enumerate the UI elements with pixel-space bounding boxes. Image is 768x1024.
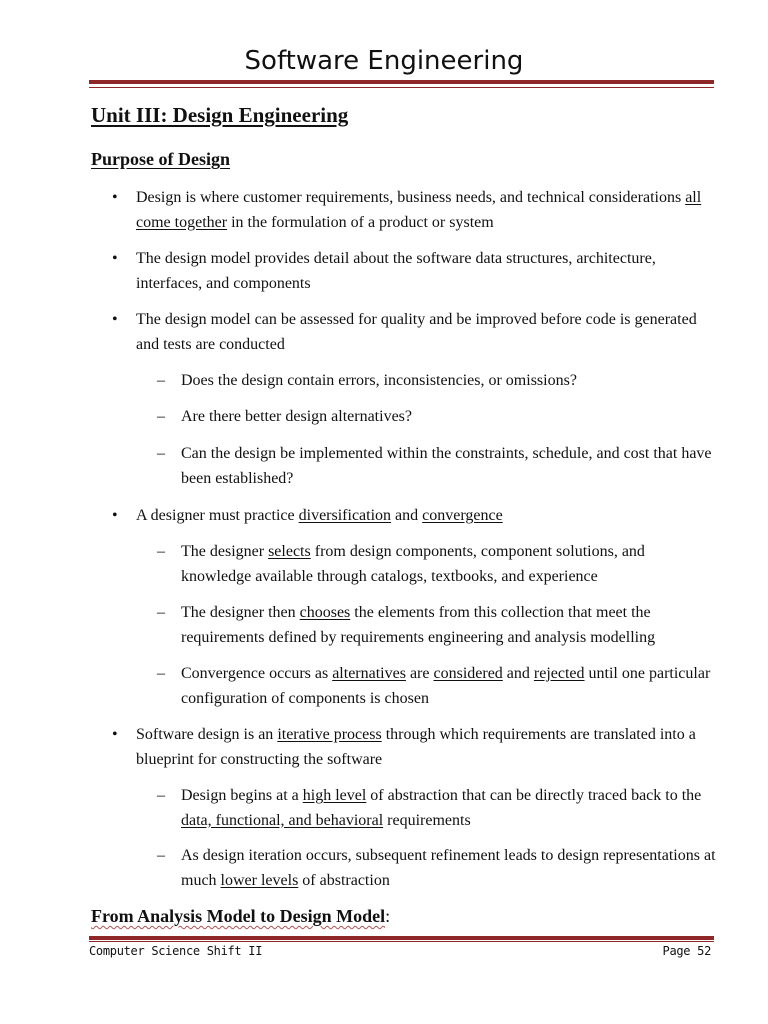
sub-list-item bbox=[181, 601, 716, 650]
text-run: in the formulation of a product or system bbox=[227, 213, 494, 231]
dash-marker: – bbox=[157, 445, 165, 462]
header-rule-thick bbox=[89, 80, 714, 84]
list-item bbox=[136, 186, 716, 235]
sub-list-item bbox=[181, 662, 716, 711]
page-number: Page 52 bbox=[662, 944, 711, 958]
dash-marker: – bbox=[157, 372, 165, 389]
list-item: The design model can be assessed for quality and be improved before code is generated and tests are conducted bbox=[136, 311, 697, 353]
bullet-marker: • bbox=[112, 311, 118, 328]
sub-list-item bbox=[181, 540, 716, 589]
list-item bbox=[136, 504, 716, 529]
underlined-text: high level bbox=[302, 787, 367, 804]
footer-rule-thick bbox=[89, 936, 714, 940]
text-run: from design components, component solutions, and knowledge available through catalogs, textbooks, and experience bbox=[181, 543, 645, 585]
unit-title: Unit III: Design Engineering bbox=[91, 103, 349, 127]
dash-marker: – bbox=[157, 847, 165, 864]
text-run: Software design is an bbox=[136, 726, 278, 743]
sub-list-item bbox=[181, 784, 716, 833]
underlined-text: selects bbox=[268, 543, 311, 560]
underlined-text: data, functional, and behavioral bbox=[181, 811, 384, 829]
section-title-colon: : bbox=[385, 906, 391, 926]
text-run: until one particular configuration of components is chosen bbox=[181, 665, 711, 707]
header-title: Software Engineering bbox=[244, 46, 524, 76]
text-run: are bbox=[405, 665, 434, 682]
underlined-text: considered bbox=[433, 665, 503, 682]
text-run: and bbox=[391, 507, 423, 524]
footer-left-text: Computer Science Shift II bbox=[89, 944, 263, 958]
dash-marker: – bbox=[157, 787, 165, 804]
dash-marker: – bbox=[157, 604, 165, 621]
sub-list-item: Are there better design alternatives? bbox=[181, 408, 412, 425]
section-title-purpose: Purpose of Design bbox=[91, 149, 230, 169]
list-item: The design model provides detail about the software data structures, architecture, interfaces, and components bbox=[136, 250, 656, 292]
dash-marker: – bbox=[157, 408, 165, 425]
sub-list-item bbox=[181, 844, 716, 893]
sub-list-item: Can the design be implemented within the constraints, schedule, and cost that have been established? bbox=[181, 445, 712, 487]
text-run: the elements from this collection that meet the requirements defined by requirements engineering and analysis modelling bbox=[181, 604, 656, 646]
text-run: A designer must practice bbox=[136, 507, 299, 524]
text-run: of abstraction that can be directly traced back to the bbox=[366, 787, 702, 804]
text-run: Design is where customer requirements, business needs, and technical considerations bbox=[136, 189, 686, 206]
underlined-text: chooses bbox=[299, 604, 351, 621]
text-run: and bbox=[502, 665, 534, 682]
section-title-analysis-to-design bbox=[91, 906, 390, 927]
underlined-text: iterative process bbox=[277, 726, 382, 743]
text-run: Convergence occurs as bbox=[181, 665, 333, 682]
header-rule-thin bbox=[89, 87, 714, 88]
text-run: through which requirements are translated into a blueprint for constructing the software bbox=[136, 726, 696, 768]
text-run: of abstraction bbox=[298, 871, 390, 889]
underlined-text: alternatives bbox=[332, 665, 406, 682]
underlined-text: all come together bbox=[136, 189, 702, 231]
bullet-marker: • bbox=[112, 507, 118, 524]
bullet-marker: • bbox=[112, 726, 118, 743]
text-run: As design iteration occurs, subsequent refinement leads to design representations at much bbox=[181, 847, 716, 889]
dash-marker: – bbox=[157, 665, 165, 682]
underlined-text: convergence bbox=[422, 507, 503, 524]
sub-list-item: Does the design contain errors, inconsistencies, or omissions? bbox=[181, 372, 577, 389]
section-title-text: From Analysis Model to Design Model bbox=[91, 906, 386, 926]
text-run: The designer bbox=[181, 543, 269, 560]
bullet-marker: • bbox=[112, 189, 118, 206]
bullet-marker: • bbox=[112, 250, 118, 267]
text-run: Design begins at a bbox=[181, 787, 303, 804]
underlined-text: diversification bbox=[298, 507, 392, 524]
text-run: requirements bbox=[383, 811, 471, 829]
footer-rule-thin bbox=[89, 941, 714, 942]
list-item bbox=[136, 723, 716, 772]
dash-marker: – bbox=[157, 543, 165, 560]
text-run: The designer then bbox=[181, 604, 300, 621]
underlined-text: lower levels bbox=[220, 871, 299, 889]
underlined-text: rejected bbox=[533, 665, 585, 682]
